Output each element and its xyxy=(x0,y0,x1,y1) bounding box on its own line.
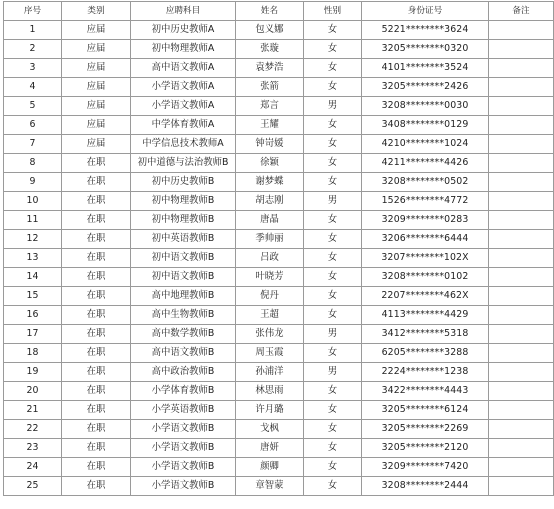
table-row xyxy=(4,439,554,458)
cell-category: 在职 xyxy=(62,325,131,344)
cell-subject: 中学信息技术教师A xyxy=(131,135,236,154)
cell-remark xyxy=(489,59,554,78)
cell-subject: 初中语文教师B xyxy=(131,268,236,287)
table-row xyxy=(4,173,554,192)
cell-subject: 初中物理教师B xyxy=(131,211,236,230)
cell-index: 15 xyxy=(4,287,62,306)
cell-index: 5 xyxy=(4,97,62,116)
cell-id-number: 3208********2444 xyxy=(362,477,489,496)
cell-category: 在职 xyxy=(62,211,131,230)
cell-subject: 高中地理教师B xyxy=(131,287,236,306)
cell-remark xyxy=(489,439,554,458)
cell-remark xyxy=(489,135,554,154)
cell-remark xyxy=(489,477,554,496)
cell-id-number: 3209********7420 xyxy=(362,458,489,477)
cell-category: 在职 xyxy=(62,458,131,477)
table-row xyxy=(4,268,554,287)
table-row xyxy=(4,420,554,439)
table-row xyxy=(4,154,554,173)
cell-id-number: 3209********0283 xyxy=(362,211,489,230)
cell-gender: 女 xyxy=(304,116,362,135)
header-cell: 应聘科目 xyxy=(131,2,236,21)
cell-subject: 初中英语教师B xyxy=(131,230,236,249)
cell-index: 13 xyxy=(4,249,62,268)
cell-category: 应届 xyxy=(62,78,131,97)
table-row xyxy=(4,249,554,268)
cell-id-number: 5221********3624 xyxy=(362,21,489,40)
cell-id-number: 3412********5318 xyxy=(362,325,489,344)
cell-subject: 初中物理教师B xyxy=(131,192,236,211)
cell-name: 许月璐 xyxy=(236,401,304,420)
cell-subject: 小学语文教师A xyxy=(131,78,236,97)
cell-remark xyxy=(489,287,554,306)
cell-remark xyxy=(489,382,554,401)
cell-name: 袁梦浩 xyxy=(236,59,304,78)
cell-gender: 女 xyxy=(304,154,362,173)
cell-name: 叶晓芳 xyxy=(236,268,304,287)
cell-gender: 女 xyxy=(304,211,362,230)
cell-name: 周玉霞 xyxy=(236,344,304,363)
cell-gender: 女 xyxy=(304,287,362,306)
header-cell: 序号 xyxy=(4,2,62,21)
cell-category: 在职 xyxy=(62,230,131,249)
cell-name: 唐晶 xyxy=(236,211,304,230)
cell-name: 王超 xyxy=(236,306,304,325)
cell-name: 林思雨 xyxy=(236,382,304,401)
cell-category: 在职 xyxy=(62,477,131,496)
table-row xyxy=(4,363,554,382)
cell-subject: 初中物理教师A xyxy=(131,40,236,59)
cell-index: 19 xyxy=(4,363,62,382)
cell-gender: 女 xyxy=(304,173,362,192)
cell-gender: 女 xyxy=(304,344,362,363)
cell-category: 在职 xyxy=(62,268,131,287)
cell-index: 20 xyxy=(4,382,62,401)
cell-gender: 女 xyxy=(304,306,362,325)
cell-remark xyxy=(489,192,554,211)
cell-name: 王耀 xyxy=(236,116,304,135)
cell-id-number: 3208********0502 xyxy=(362,173,489,192)
cell-id-number: 1526********4772 xyxy=(362,192,489,211)
cell-gender: 女 xyxy=(304,59,362,78)
cell-index: 3 xyxy=(4,59,62,78)
cell-id-number: 3208********0102 xyxy=(362,268,489,287)
header-cell: 性别 xyxy=(304,2,362,21)
cell-gender: 女 xyxy=(304,401,362,420)
cell-name: 颜卿 xyxy=(236,458,304,477)
cell-subject: 初中历史教师B xyxy=(131,173,236,192)
table-row xyxy=(4,325,554,344)
cell-gender: 女 xyxy=(304,268,362,287)
cell-id-number: 3207********102X xyxy=(362,249,489,268)
cell-name: 郑言 xyxy=(236,97,304,116)
cell-remark xyxy=(489,21,554,40)
cell-index: 7 xyxy=(4,135,62,154)
cell-id-number: 3205********2120 xyxy=(362,439,489,458)
cell-subject: 小学语文教师B xyxy=(131,420,236,439)
cell-name: 张箭 xyxy=(236,78,304,97)
header-cell: 类别 xyxy=(62,2,131,21)
cell-category: 应届 xyxy=(62,116,131,135)
cell-remark xyxy=(489,401,554,420)
cell-category: 应届 xyxy=(62,135,131,154)
cell-name: 包义娜 xyxy=(236,21,304,40)
cell-gender: 女 xyxy=(304,21,362,40)
cell-gender: 女 xyxy=(304,40,362,59)
cell-remark xyxy=(489,306,554,325)
table-row xyxy=(4,344,554,363)
table-row xyxy=(4,230,554,249)
cell-id-number: 4101********3524 xyxy=(362,59,489,78)
header-cell: 备注 xyxy=(489,2,554,21)
cell-index: 16 xyxy=(4,306,62,325)
cell-gender: 女 xyxy=(304,477,362,496)
cell-category: 应届 xyxy=(62,59,131,78)
cell-remark xyxy=(489,97,554,116)
cell-id-number: 3205********0320 xyxy=(362,40,489,59)
cell-remark xyxy=(489,458,554,477)
cell-remark xyxy=(489,249,554,268)
cell-id-number: 4211********4426 xyxy=(362,154,489,173)
table-row xyxy=(4,287,554,306)
cell-id-number: 4210********1024 xyxy=(362,135,489,154)
cell-category: 在职 xyxy=(62,306,131,325)
cell-gender: 男 xyxy=(304,363,362,382)
cell-remark xyxy=(489,325,554,344)
cell-gender: 男 xyxy=(304,325,362,344)
table-row xyxy=(4,477,554,496)
cell-remark xyxy=(489,116,554,135)
table-row xyxy=(4,382,554,401)
cell-gender: 男 xyxy=(304,97,362,116)
cell-gender: 女 xyxy=(304,135,362,154)
cell-gender: 女 xyxy=(304,249,362,268)
cell-category: 在职 xyxy=(62,154,131,173)
cell-subject: 高中语文教师A xyxy=(131,59,236,78)
cell-subject: 初中历史教师A xyxy=(131,21,236,40)
table-body xyxy=(4,21,554,496)
cell-index: 1 xyxy=(4,21,62,40)
cell-id-number: 6205********3288 xyxy=(362,344,489,363)
table-header-row xyxy=(4,2,554,21)
cell-subject: 小学语文教师A xyxy=(131,97,236,116)
cell-index: 25 xyxy=(4,477,62,496)
cell-subject: 高中生物教师B xyxy=(131,306,236,325)
cell-remark xyxy=(489,344,554,363)
cell-remark xyxy=(489,230,554,249)
cell-remark xyxy=(489,211,554,230)
cell-category: 应届 xyxy=(62,21,131,40)
cell-gender: 女 xyxy=(304,420,362,439)
cell-category: 应届 xyxy=(62,97,131,116)
cell-id-number: 2224********1238 xyxy=(362,363,489,382)
cell-index: 11 xyxy=(4,211,62,230)
cell-index: 17 xyxy=(4,325,62,344)
cell-index: 12 xyxy=(4,230,62,249)
table-row xyxy=(4,40,554,59)
cell-id-number: 2207********462X xyxy=(362,287,489,306)
cell-subject: 小学英语教师B xyxy=(131,401,236,420)
cell-id-number: 3205********6124 xyxy=(362,401,489,420)
cell-subject: 小学体育教师B xyxy=(131,382,236,401)
cell-name: 戈枫 xyxy=(236,420,304,439)
cell-remark xyxy=(489,78,554,97)
cell-id-number: 3205********2426 xyxy=(362,78,489,97)
cell-index: 9 xyxy=(4,173,62,192)
table-row xyxy=(4,97,554,116)
cell-category: 在职 xyxy=(62,173,131,192)
cell-index: 21 xyxy=(4,401,62,420)
cell-index: 2 xyxy=(4,40,62,59)
cell-index: 8 xyxy=(4,154,62,173)
cell-subject: 高中数学教师B xyxy=(131,325,236,344)
cell-name: 章智蒙 xyxy=(236,477,304,496)
cell-subject: 高中语文教师B xyxy=(131,344,236,363)
cell-gender: 女 xyxy=(304,458,362,477)
candidate-table xyxy=(3,1,554,496)
table-row xyxy=(4,59,554,78)
cell-subject: 小学语文教师B xyxy=(131,458,236,477)
cell-subject: 小学语文教师B xyxy=(131,477,236,496)
cell-name: 吕政 xyxy=(236,249,304,268)
cell-category: 在职 xyxy=(62,344,131,363)
table-row xyxy=(4,211,554,230)
cell-id-number: 3206********6444 xyxy=(362,230,489,249)
cell-name: 张伟龙 xyxy=(236,325,304,344)
cell-remark xyxy=(489,154,554,173)
cell-id-number: 3208********0030 xyxy=(362,97,489,116)
cell-name: 胡志刚 xyxy=(236,192,304,211)
cell-index: 18 xyxy=(4,344,62,363)
cell-id-number: 3408********0129 xyxy=(362,116,489,135)
cell-category: 在职 xyxy=(62,249,131,268)
cell-remark xyxy=(489,420,554,439)
cell-category: 在职 xyxy=(62,287,131,306)
cell-gender: 女 xyxy=(304,230,362,249)
header-cell: 身份证号 xyxy=(362,2,489,21)
cell-name: 张璇 xyxy=(236,40,304,59)
cell-name: 倪丹 xyxy=(236,287,304,306)
table-row xyxy=(4,192,554,211)
cell-index: 10 xyxy=(4,192,62,211)
cell-subject: 高中政治教师B xyxy=(131,363,236,382)
cell-category: 在职 xyxy=(62,420,131,439)
table-row xyxy=(4,21,554,40)
cell-gender: 女 xyxy=(304,382,362,401)
cell-category: 在职 xyxy=(62,401,131,420)
cell-index: 22 xyxy=(4,420,62,439)
cell-category: 在职 xyxy=(62,439,131,458)
cell-category: 应届 xyxy=(62,40,131,59)
table-row xyxy=(4,458,554,477)
cell-index: 6 xyxy=(4,116,62,135)
cell-name: 谢梦蝶 xyxy=(236,173,304,192)
cell-remark xyxy=(489,363,554,382)
table-row xyxy=(4,135,554,154)
cell-remark xyxy=(489,268,554,287)
cell-name: 唐妍 xyxy=(236,439,304,458)
cell-gender: 女 xyxy=(304,78,362,97)
cell-category: 在职 xyxy=(62,192,131,211)
cell-index: 4 xyxy=(4,78,62,97)
cell-name: 季帅丽 xyxy=(236,230,304,249)
cell-remark xyxy=(489,40,554,59)
cell-subject: 初中道德与法治教师B xyxy=(131,154,236,173)
cell-subject: 中学体育教师A xyxy=(131,116,236,135)
table-row xyxy=(4,78,554,97)
header-cell: 姓名 xyxy=(236,2,304,21)
cell-id-number: 3422********4443 xyxy=(362,382,489,401)
cell-gender: 女 xyxy=(304,439,362,458)
cell-category: 在职 xyxy=(62,363,131,382)
cell-index: 14 xyxy=(4,268,62,287)
cell-name: 钟岢媛 xyxy=(236,135,304,154)
cell-id-number: 4113********4429 xyxy=(362,306,489,325)
cell-category: 在职 xyxy=(62,382,131,401)
cell-remark xyxy=(489,173,554,192)
cell-index: 24 xyxy=(4,458,62,477)
cell-index: 23 xyxy=(4,439,62,458)
cell-subject: 小学语文教师B xyxy=(131,439,236,458)
cell-id-number: 3205********2269 xyxy=(362,420,489,439)
table-row xyxy=(4,401,554,420)
table-row xyxy=(4,116,554,135)
cell-subject: 初中语文教师B xyxy=(131,249,236,268)
cell-name: 孙浦洋 xyxy=(236,363,304,382)
cell-name: 徐颖 xyxy=(236,154,304,173)
table-row xyxy=(4,306,554,325)
cell-gender: 男 xyxy=(304,192,362,211)
